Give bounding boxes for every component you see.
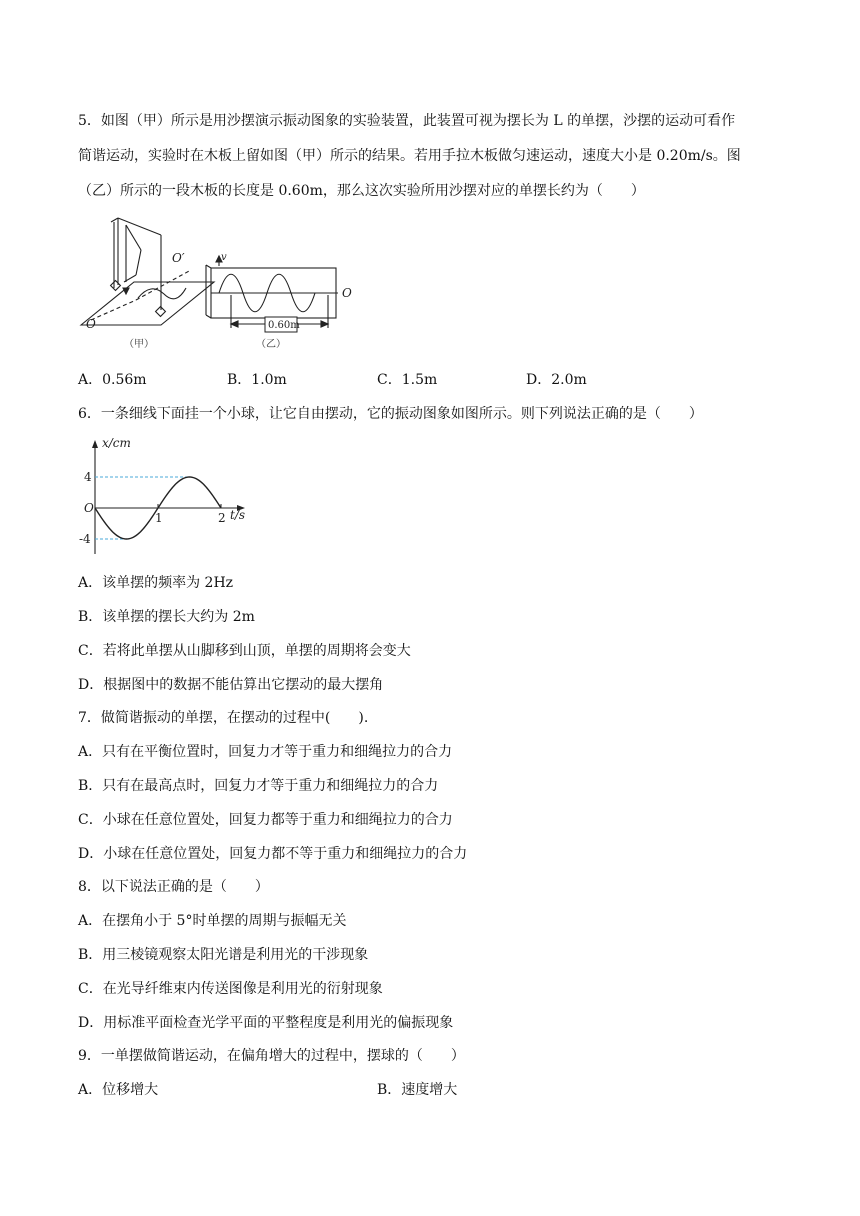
- q6-option-a: A．该单摆的频率为 2Hz: [78, 575, 234, 591]
- label-jia: （甲）: [124, 339, 154, 350]
- q7-option-b: B．只有在最高点时，回复力才等于重力和细绳拉力的合力: [78, 778, 439, 794]
- q8-stem: 8．以下说法正确的是（ ）: [78, 879, 269, 895]
- q5-option-b: B．1.0m: [227, 372, 287, 388]
- y-axis-arrow: [92, 440, 98, 448]
- x-axis-label: t/s: [230, 508, 246, 522]
- q8-option-a: A．在摆角小于 5°时单摆的周期与振幅无关: [78, 913, 347, 929]
- x-tick-label: 1: [155, 511, 163, 525]
- q5-stem-line-1: 5．如图（甲）所示是用沙摆演示振动图象的实验装置，此装置可视为摆长为 L 的单摆，沙摆的运动可看作: [78, 113, 736, 129]
- chart-axes: [95, 442, 246, 554]
- origin-label: O: [84, 501, 94, 515]
- q5-stem-line-3: （乙）所示的一段木板的长度是 0.60m，那么这次实验所用沙摆对应的单摆长约为（ ）: [78, 183, 645, 199]
- q9-stem: 9．一单摆做简谐运动，在偏角增大的过程中，摆球的（ ）: [78, 1048, 465, 1064]
- q5-option-a: A．0.56m: [78, 372, 147, 388]
- q7-option-a: A．只有在平衡位置时，回复力才等于重力和细绳拉力的合力: [78, 744, 453, 760]
- label-yi: （乙）: [256, 339, 286, 350]
- q9-option-b: B．速度增大: [377, 1082, 458, 1098]
- q6-vibration-chart: [78, 432, 258, 558]
- q6-stem: 6．一条细线下面挂一个小球，让它自由摆动，它的振动图象如图所示。则下列说法正确的是（ ）: [78, 406, 703, 422]
- label-v: v: [221, 252, 227, 263]
- q6-option-b: B．该单摆的摆长大约为 2m: [78, 609, 255, 625]
- q8-option-b: B．用三棱镜观察太阳光谱是利用光的干涉现象: [78, 947, 369, 963]
- label-o-left: O: [86, 317, 96, 331]
- label-o-right: O: [342, 286, 352, 300]
- q7-option-d: D．小球在任意位置处，回复力都不等于重力和细绳拉力的合力: [78, 846, 468, 862]
- q5-option-d: D．2.0m: [526, 372, 587, 388]
- q8-option-c: C．在光导纤维束内传送图像是利用光的衍射现象: [78, 981, 383, 997]
- q8-option-d: D．用标准平面检查光学平面的平整程度是利用光的偏振现象: [78, 1015, 454, 1031]
- label-o-prime: O′: [172, 251, 185, 265]
- y-tick-label: -4: [79, 532, 91, 546]
- q7-stem: 7．做简谐振动的单摆，在摆动的过程中( ).: [78, 710, 369, 726]
- q5-figure: [76, 210, 366, 355]
- q6-option-d: D．根据图中的数据不能估算出它摆动的最大摆角: [78, 677, 384, 693]
- q5-stem-line-2: 简谐运动，实验时在木板上留如图（甲）所示的结果。若用手拉木板做匀速运动，速度大小是 0.20m/s。图: [78, 148, 741, 164]
- sand-pendulum-apparatus: [81, 218, 214, 325]
- y-axis-label: x/cm: [102, 436, 131, 450]
- y-tick-label: 4: [84, 470, 92, 484]
- q6-option-c: C．若将此单摆从山脚移到山顶，单摆的周期将会变大: [78, 643, 411, 659]
- x-tick-label: 2: [218, 511, 226, 525]
- length-label: 0.60m: [268, 320, 300, 331]
- q7-option-c: C．小球在任意位置处，回复力都等于重力和细绳拉力的合力: [78, 812, 453, 828]
- q9-option-a: A．位移增大: [78, 1082, 159, 1098]
- q5-option-c: C．1.5m: [377, 372, 438, 388]
